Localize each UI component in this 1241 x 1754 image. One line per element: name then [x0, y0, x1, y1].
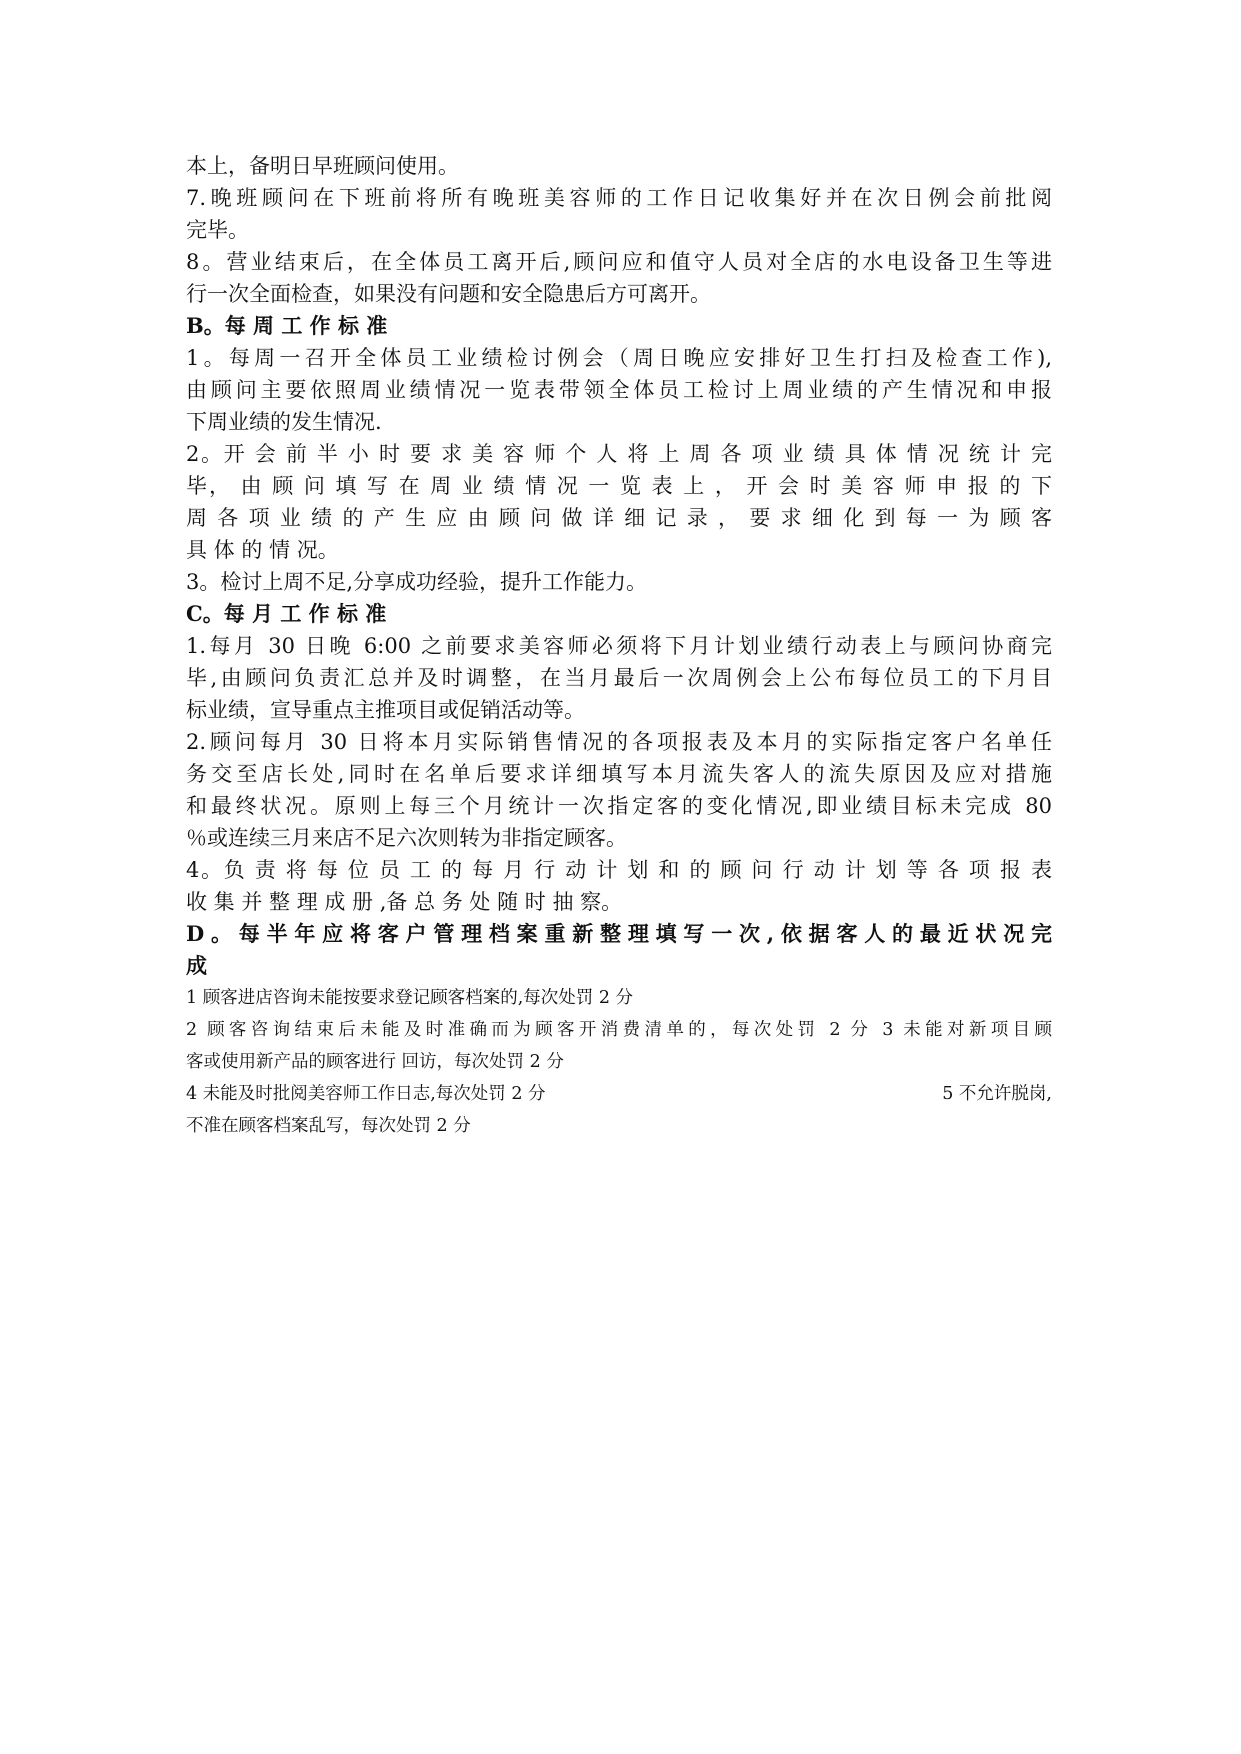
section-heading-half-year-end: 成: [186, 953, 207, 978]
paragraph-line: 标业绩，宣导重点主推项目或促销活动等。: [186, 698, 585, 722]
paragraph-line: 4。负 责 将 每 位 员 工 的 每 月 行 动 计 划 和 的 顾 问 行 动 计 划 等 各 项 报 表: [186, 858, 1052, 882]
paragraph-line: 本上，备明日早班顾问使用。: [186, 154, 459, 178]
paragraph-line: 7.晚班顾问在下班前将所有晚班美容师的工作日记收集好并在次日例会前批阅: [186, 186, 1052, 210]
paragraph-line: 由顾问主要依照周业绩情况一览表带领全体员工检讨上周业绩的产生情况和申报: [186, 378, 1052, 402]
section-heading-weekly: B。每 周 工 作 标 准: [186, 313, 388, 338]
penalty-line: 客或使用新产品的顾客进行 回访，每次处罚 2 分: [186, 1052, 564, 1072]
paragraph-line: 和最终状况。原则上每三个月统计一次指定客的变化情况,即业绩目标未完成 80: [186, 794, 1052, 818]
paragraph-line: 2。开 会 前 半 小 时 要 求 美 容 师 个 人 将 上 周 各 项 业 绩 具 体 情 况 统 计 完: [186, 442, 1052, 466]
paragraph-line: 1。每周一召开全体员工业绩检讨例会（周日晚应安排好卫生打扫及检查工作),: [186, 346, 1052, 370]
paragraph-line: 周 各 项 业 绩 的 产 生 应 由 顾 问 做 详 细 记 录 ， 要 求 细 化 到 每 一 为 顾 客: [186, 506, 1052, 530]
penalty-item-5: 5 不允许脱岗,: [942, 1084, 1052, 1104]
paragraph-line: 下周业绩的发生情况.: [186, 410, 382, 434]
penalty-line: 2 顾客咨询结束后未能及时准确而为顾客开消费清单的，每次处罚 2 分 3 未能对新项目顾: [186, 1020, 1052, 1040]
paragraph-line: 具 体 的 情 况。: [186, 538, 339, 562]
paragraph-line: 务交至店长处,同时在名单后要求详细填写本月流失客人的流失原因及应对措施: [186, 762, 1052, 786]
document-body: [186, 150, 1052, 1142]
paragraph-line: 完毕。: [186, 218, 249, 242]
paragraph-line: 2.顾问每月 30 日将本月实际销售情况的各项报表及本月的实际指定客户名单任: [186, 730, 1052, 754]
paragraph-line: ％或连续三月来店不足六次则转为非指定顾客。: [186, 826, 627, 850]
penalty-line: 1 顾客进店咨询未能按要求登记顾客档案的,每次处罚 2 分: [186, 988, 634, 1008]
paragraph-line: 3。检讨上周不足,分享成功经验，提升工作能力。: [186, 570, 648, 594]
paragraph-line: 毕,由顾问负责汇总并及时调整，在当月最后一次周例会上公布每位员工的下月目: [186, 666, 1052, 690]
paragraph-line: 1.每月 30 日晚 6:00 之前要求美容师必须将下月计划业绩行动表上与顾问协商完: [186, 634, 1052, 658]
penalty-item-4: 4 未能及时批阅美容师工作日志,每次处罚 2 分: [186, 1084, 546, 1104]
paragraph-line: 行一次全面检查，如果没有问题和安全隐患后方可离开。: [186, 282, 711, 306]
paragraph-line: 毕， 由 顾 问 填 写 在 周 业 绩 情 况 一 览 表 上 ， 开 会 时 美 容 师 申 报 的 下: [186, 474, 1052, 498]
section-heading-half-year: D。每半年应将客户管理档案重新整理填写一次,依据客人的最近状况完: [186, 921, 1052, 946]
penalty-line-split: [186, 1078, 1052, 1110]
paragraph-line: 收 集 并 整 理 成 册 ,备 总 务 处 随 时 抽 察。: [186, 890, 623, 914]
penalty-line: 不准在顾客档案乱写，每次处罚 2 分: [186, 1116, 471, 1136]
paragraph-line: 8。营业结束后，在全体员工离开后,顾问应和值守人员对全店的水电设备卫生等进: [186, 250, 1052, 274]
section-heading-monthly: C。每 月 工 作 标 准: [186, 601, 387, 626]
